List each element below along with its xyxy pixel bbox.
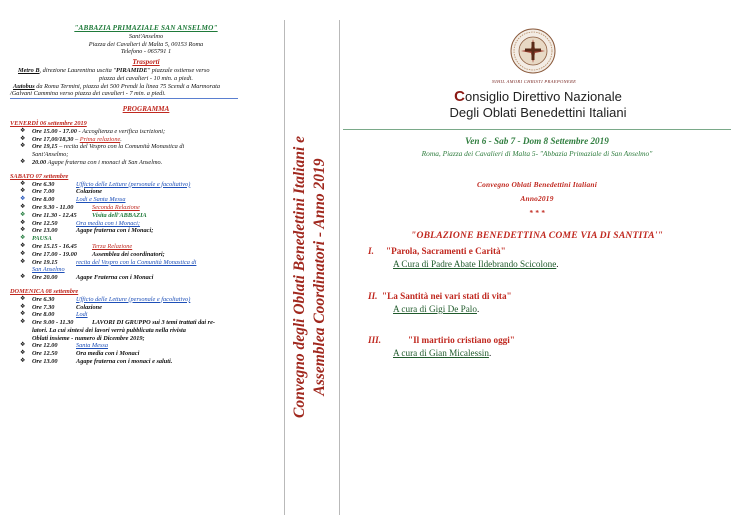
diamond-bullet-icon: ❖ — [20, 250, 26, 257]
separator-line — [343, 129, 731, 130]
council-title — [383, 89, 693, 121]
list-item — [10, 128, 282, 136]
list-item — [10, 259, 282, 275]
list-item — [10, 304, 282, 312]
convegno-year: Anno2019 — [520, 194, 554, 203]
benedictine-seal-icon — [510, 28, 556, 74]
desc: - Accoglienza e verifica iscrizioni; — [76, 127, 166, 135]
time: Ore 8.00 — [32, 196, 55, 204]
desc: Agape Fraterna con i Monaci — [76, 274, 154, 282]
list-item — [10, 159, 282, 167]
saturday-title: SABATO 07 settembre — [10, 172, 69, 180]
event-dates: Ven 6 - Sab 7 - Dom 8 Settembre 2019 — [465, 136, 609, 146]
time: Ore 19,15 — [32, 143, 58, 151]
metro-text-a: , direzione Laurentina uscita " — [39, 66, 117, 74]
stars-ornament: * * * — [529, 208, 545, 217]
sunday-list — [10, 296, 282, 366]
convegno-title: Convegno Oblati Benedettini Italiani — [477, 180, 597, 189]
diamond-bullet-icon: ❖ — [20, 135, 26, 142]
topic-curator: A cura di Gian Micalessin — [393, 348, 489, 358]
time: Ore 20.00 — [32, 274, 58, 282]
desc-cont-2: Oblati insieme - numero di Dicembre 2019; — [32, 334, 145, 342]
list-item — [10, 235, 282, 243]
diamond-bullet-icon: ❖ — [20, 143, 26, 150]
desc: – recita del Vespro con la Comunità Monastica di — [57, 143, 185, 151]
council-line-2: Degli Oblati Benedettini Italiani — [449, 105, 627, 120]
time: Ore 12.00 — [32, 342, 58, 350]
metro-line-2: piazza dei cavalieri - 10 min. a piedi. — [99, 74, 193, 82]
diamond-bullet-icon: ❖ — [20, 196, 26, 203]
abbey-title: "ABBAZIA PRIMAZIALE SAN ANSELMO" — [74, 24, 218, 32]
autobus-text: da Roma Termini, piazza dei 500 Prendi la linea 75 Scendi a Marmorata — [34, 82, 220, 90]
time: Ore 12.50 — [32, 350, 58, 358]
topic-curator: A Cura di Padre Abate Ildebrando Scicolone — [393, 259, 557, 269]
desc: Ufficio delle Letture (personale e facoltativo) — [76, 295, 191, 303]
list-item — [10, 311, 282, 319]
diamond-bullet-icon: ❖ — [20, 127, 26, 134]
topic-number: III. — [368, 335, 382, 345]
time: Ore 9.00 - 11.30 — [32, 319, 74, 327]
list-item — [10, 296, 282, 304]
desc: Seconda Relazione — [92, 203, 140, 211]
spine-line-1: Convegno degli Oblati Benedettini Italiani e — [291, 135, 308, 419]
list-item — [10, 251, 282, 259]
desc: – — [73, 135, 80, 143]
diamond-bullet-icon: ❖ — [20, 211, 26, 218]
topic-title: "La Santità nei vari stati di vita" — [382, 291, 512, 301]
council-initial: C — [454, 88, 466, 105]
time: Ore 8.00 — [32, 311, 55, 319]
list-item — [10, 319, 282, 342]
time: Ore 15.00 - 17.00 — [32, 127, 77, 135]
desc: Colazione — [76, 188, 102, 196]
desc: Ora media con i Monaci — [76, 350, 140, 358]
transport-title: Trasporti — [132, 58, 160, 67]
desc: Colazione — [76, 303, 102, 311]
desc: Santa Messa — [76, 342, 109, 350]
topic-2: II. "La Santità nei vari stati di vita" A cura di Gigi De Palo. — [368, 291, 512, 314]
seal-graphic — [510, 28, 556, 74]
list-item — [10, 342, 282, 350]
spine — [280, 55, 340, 500]
diamond-bullet-icon: ❖ — [20, 274, 26, 281]
diamond-bullet-icon: ❖ — [20, 235, 26, 242]
diamond-bullet-icon: ❖ — [20, 258, 26, 265]
diamond-bullet-icon: ❖ — [20, 227, 26, 234]
first-relation: Prima relazione — [79, 135, 121, 143]
sunday-title: DOMENICA 08 settembre — [10, 287, 79, 295]
desc: Agape fraterna con i Monaci; — [76, 227, 154, 235]
time: Ore 12.50 — [32, 219, 58, 227]
topic-title: "Il martirio cristiano oggi" — [408, 335, 515, 345]
autobus-label: Autobus — [13, 82, 35, 90]
list-item — [10, 188, 282, 196]
time: Ore 11.30 - 12.45 — [32, 211, 77, 219]
time: Ore 9.30 - 11.00 — [32, 203, 74, 211]
topic-number: II. — [368, 291, 378, 301]
time: Ore 7.30 — [32, 303, 55, 311]
desc: Lodi — [76, 311, 88, 319]
main-theme-title: "OBLAZIONE BENEDETTINA COME VIA DI SANTITA'" — [410, 230, 664, 241]
metro-label: Metro B — [18, 66, 40, 74]
diamond-bullet-icon: ❖ — [20, 219, 26, 226]
list-item — [10, 350, 282, 358]
time: Ore 17,00/18,30 — [32, 135, 74, 143]
list-item — [10, 227, 282, 235]
diamond-bullet-icon: ❖ — [20, 295, 26, 302]
time: 20.00 — [32, 158, 47, 166]
diamond-bullet-icon: ❖ — [20, 158, 26, 165]
desc-end: . — [120, 135, 122, 143]
diamond-bullet-icon: ❖ — [20, 188, 26, 195]
list-item — [10, 358, 282, 366]
time: Ore 13.00 — [32, 227, 58, 235]
desc-cont: latori. La cui sintesi dei lavori verrà pubblicata nella rivista — [32, 326, 186, 334]
list-item — [10, 143, 282, 159]
list-item — [10, 212, 282, 220]
autobus-line-2: /Galvani Cammina verso piazza dei cavalieri - 7 min. a piedi. — [10, 90, 238, 99]
diamond-bullet-icon: ❖ — [20, 303, 26, 310]
topic-curator: A cura di Gigi De Palo — [393, 304, 477, 314]
time: Ore 6.30 — [32, 295, 55, 303]
autobus-line — [10, 83, 282, 91]
program-title: PROGRAMMA — [122, 105, 170, 114]
topic-number: I. — [368, 246, 374, 256]
desc: Agape fraterna con i monaci di San Anselmo. — [46, 158, 163, 166]
diamond-bullet-icon: ❖ — [20, 311, 26, 318]
saturday-list — [10, 181, 282, 282]
diamond-bullet-icon: ❖ — [20, 342, 26, 349]
desc-cont: San Anselmo — [32, 266, 65, 274]
diamond-bullet-icon: ❖ — [20, 319, 26, 326]
time: Ore 7.00 — [32, 188, 55, 196]
list-item — [10, 274, 282, 282]
pause-label: PAUSA — [32, 235, 52, 243]
list-item — [10, 136, 282, 144]
desc: Visita dell'ABBAZIA — [92, 211, 147, 219]
abbey-line-2: Piazza dei Cavalieri di Malta 5, 00153 Roma — [88, 40, 204, 48]
desc: Terza Relazione — [92, 242, 133, 250]
diamond-bullet-icon: ❖ — [20, 242, 26, 249]
metro-piramide: PIRAMIDE — [116, 66, 148, 74]
list-item — [10, 220, 282, 228]
diamond-bullet-icon: ❖ — [20, 180, 26, 187]
desc: Agape fraterna con i monaci e saluti. — [76, 358, 173, 366]
friday-title: VENERDÌ 06 settembre 2019 — [10, 119, 87, 127]
event-place: Roma, Piazza dei Cavalieri di Malta 5- "Abbazia Primaziale di San Anselmo" — [421, 149, 653, 158]
topic-3: III. "Il martirio cristiano oggi" A cura di Gian Micalessin. — [368, 335, 515, 358]
left-panel — [10, 25, 282, 366]
council-rest: onsiglio Direttivo Nazionale — [465, 89, 622, 104]
time: Ore 6.30 — [32, 180, 55, 188]
seal-motto: NIHIL AMORI CHRISTI PRAEPONERE — [491, 79, 577, 84]
desc-cont: Sant'Anselmo; — [32, 151, 69, 159]
desc: Ufficio delle Letture (personale e facoltativo) — [76, 180, 191, 188]
list-item — [10, 204, 282, 212]
diamond-bullet-icon: ❖ — [20, 358, 26, 365]
spine-line-2: Assemblea Coordinatori - Anno 2019 — [311, 158, 328, 396]
spine-text — [290, 55, 330, 500]
topic-title: "Parola, Sacramenti e Carità" — [386, 246, 506, 256]
topic-1: I. "Parola, Sacramenti e Carità" A Cura di Padre Abate Ildebrando Scicolone. — [368, 246, 559, 269]
list-item — [10, 243, 282, 251]
convegno-heading — [343, 178, 731, 220]
desc: Assemblea dei coordinatori; — [92, 250, 165, 258]
time: Ore 13.00 — [32, 358, 58, 366]
desc: Ora media con i Monaci; — [76, 219, 141, 227]
list-item — [10, 181, 282, 189]
list-item — [10, 196, 282, 204]
diamond-bullet-icon: ❖ — [20, 350, 26, 357]
desc: Lodi e Santa Messa — [76, 196, 126, 204]
desc: recita del Vespro con la Comunità Monastica di — [76, 258, 197, 266]
abbey-line-1: Sant'Anselmo — [128, 32, 164, 40]
time: Ore 17.00 - 19.00 — [32, 250, 77, 258]
friday-list — [10, 128, 282, 167]
time: Ore 19.15 — [32, 258, 58, 266]
desc: LAVORI DI GRUPPO sui 3 temi trattati dai re- — [92, 319, 216, 327]
metro-line — [10, 67, 282, 75]
metro-text-b: " piazzale ostiense verso — [147, 66, 210, 74]
diamond-bullet-icon: ❖ — [20, 203, 26, 210]
abbey-line-3: Telefono - 065791 1 — [120, 48, 172, 56]
time: Ore 15.15 - 16.45 — [32, 242, 77, 250]
